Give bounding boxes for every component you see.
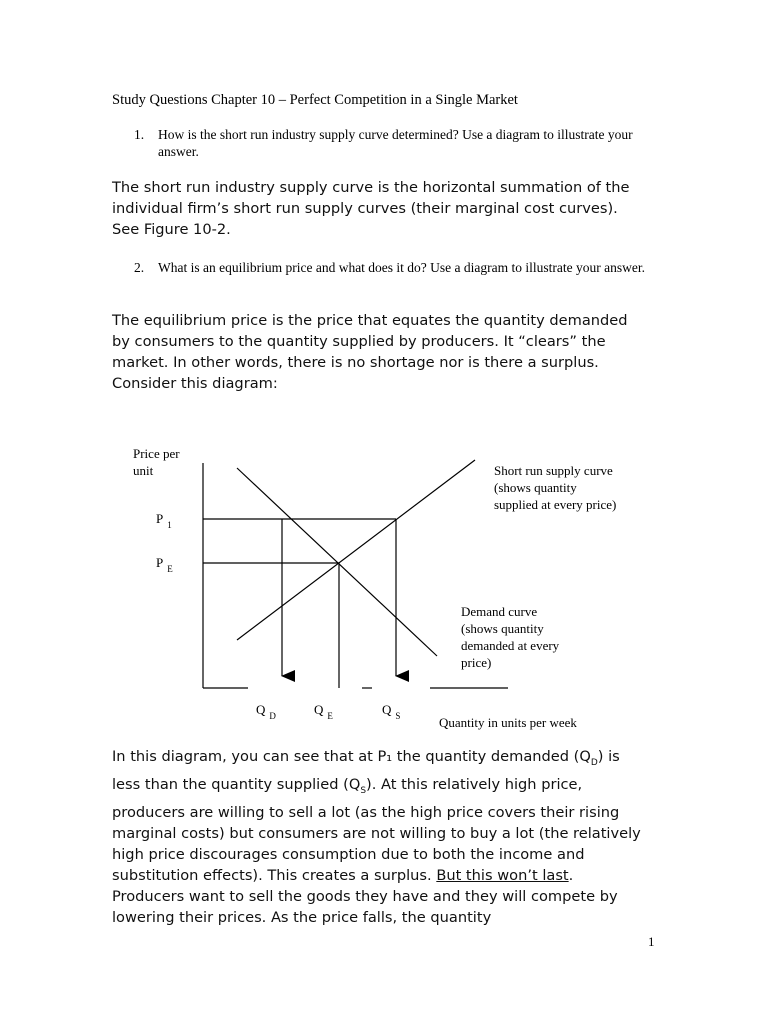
demand-curve [237,468,437,656]
qs-label: Q $_S$ [382,702,401,721]
underlined-phrase: But this won’t last [436,866,569,884]
pe-label: P $_E$ [156,555,173,574]
explanation [112,746,648,928]
qe-label: Q $_E$ [314,702,333,721]
explanation-text: In this diagram, you can see that at P₁ the quantity demanded $(Q_D)$ is less than the quantity supplied $(Q_S)$. At this relatively high price, producers are willing to sell a lot (as the high price covers their rising marginal costs) but consumers are not willing to buy a lot (the relatively high price discourages consumption due to both the income and substitution effects). This creates a surplus. But this won’t last. Producers want to sell the goods they have and they will compete by lowering their prices. As the price falls, the quantity [112,748,641,926]
question-2-text: What is an equilibrium price and what does it do? Use a diagram to illustrate your answer. [158,260,645,275]
demand-curve-label: Demand curve (shows quantity demanded at every price) [461,604,560,670]
x-axis-label: Quantity in units per week [439,715,577,730]
question-1-number: 1. [134,127,145,142]
page-heading: Study Questions Chapter 10 – Perfect Competition in a Single Market [112,92,518,108]
page-number: 1 [648,934,655,949]
supply-curve [237,460,475,640]
supply-curve-label: Short run supply curve (shows quantity supplied at every price) [494,463,617,512]
p1-label: P $_1$ [156,511,172,530]
question-2-number: 2. [134,260,145,275]
answer-1-text: The short run industry supply curve is the horizontal summation of the individual firm’s short run supply curves (their marginal cost curves). See Figure 10-2. [112,179,630,238]
question-1-text: How is the short run industry supply curve determined? Use a diagram to illustrate your answer. [158,127,633,159]
qd-label: Q $_D$ [256,702,276,721]
y-axis-label: Price per unit [133,446,180,478]
answer-2-text: The equilibrium price is the price that equates the quantity demanded by consumers to the quantity supplied by producers. It “clears” the market. In other words, there is no shortage nor is there a surplus. Consider this diagram: [112,312,628,392]
